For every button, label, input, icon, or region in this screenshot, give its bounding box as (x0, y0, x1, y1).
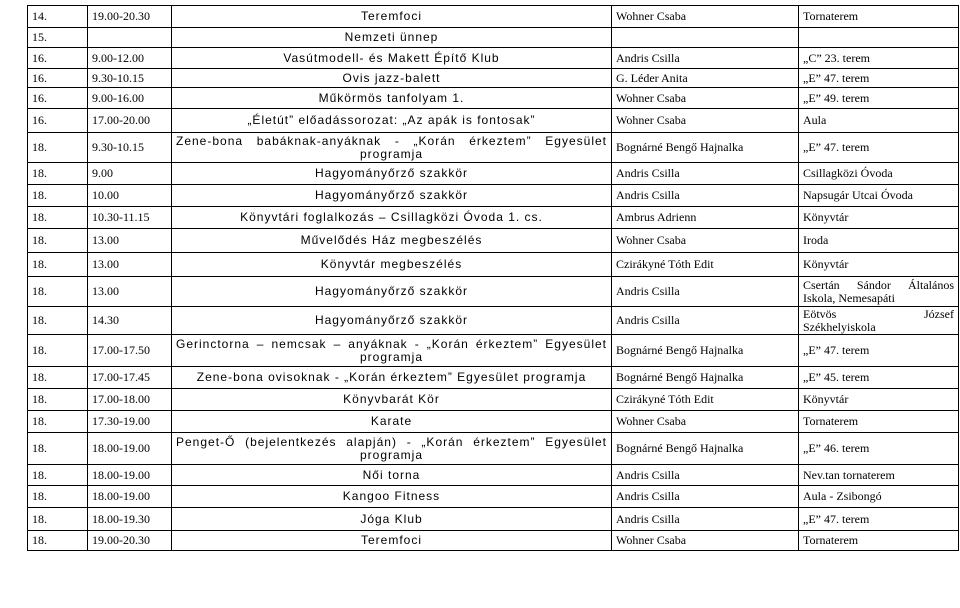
table-row (28, 465, 959, 486)
table-row (28, 389, 959, 411)
cell-day: 18. (28, 307, 88, 335)
cell-time: 13.00 (88, 277, 172, 307)
program-title: „Életút” előadássorozat: „Az apák is fontosak” (247, 113, 536, 127)
location-line: „E” 47. terem (803, 343, 870, 357)
cell-organizer: Bognárné Bengő Hajnalka (612, 335, 799, 367)
location-line: Könyvtár (803, 210, 849, 224)
cell-day: 18. (28, 411, 88, 433)
location-line: Tornaterem (803, 414, 859, 428)
cell-organizer: Andris Csilla (612, 486, 799, 508)
cell-organizer: Andris Csilla (612, 48, 799, 69)
location-line-continued: Iskola, Nemesapáti (803, 290, 895, 305)
cell-organizer: Czirákyné Tóth Edit (612, 389, 799, 411)
cell-organizer: Bognárné Bengő Hajnalka (612, 433, 799, 465)
cell-program (172, 465, 612, 486)
cell-time: 9.00-16.00 (88, 88, 172, 109)
cell-program (172, 433, 612, 465)
cell-organizer: Wohner Csaba (612, 6, 799, 28)
cell-day: 18. (28, 133, 88, 163)
cell-day: 16. (28, 109, 88, 133)
table-row (28, 6, 959, 28)
cell-location (799, 465, 959, 486)
cell-location (799, 307, 959, 335)
cell-location (799, 207, 959, 229)
location-line: „E” 45. terem (803, 370, 870, 384)
program-title: Könyvtár megbeszélés (320, 257, 463, 271)
program-title: Női torna (362, 467, 421, 482)
location-line: Csillagközi Óvoda (803, 166, 893, 180)
cell-time: 9.30-10.15 (88, 69, 172, 88)
program-title: Gerinctorna – nemcsak – anyáknak - „Korán érkeztem” Egyesület (176, 336, 607, 351)
location-line: Csertán Sándor Általános (803, 277, 954, 292)
program-title: Kangoo Fitness (342, 489, 441, 503)
table-row (28, 185, 959, 207)
program-title: Karate (370, 414, 413, 428)
cell-program (172, 88, 612, 109)
cell-time: 13.00 (88, 229, 172, 253)
schedule-table (27, 5, 959, 551)
cell-organizer: Wohner Csaba (612, 531, 799, 551)
cell-time: 17.00-18.00 (88, 389, 172, 411)
cell-time: 19.00-20.30 (88, 531, 172, 551)
cell-location (799, 277, 959, 307)
cell-time: 18.00-19.00 (88, 486, 172, 508)
program-title: Nemzeti ünnep (344, 30, 439, 44)
program-title-continued: programja (359, 447, 424, 462)
schedule-rows (28, 6, 959, 551)
program-title: Teremfoci (360, 9, 422, 23)
cell-time: 18.00-19.30 (88, 508, 172, 531)
cell-program (172, 185, 612, 207)
location-line: „E” 47. terem (803, 511, 870, 526)
table-row (28, 28, 959, 48)
location-line-continued: Székhelyiskola (803, 319, 876, 334)
location-line: Aula (803, 113, 827, 127)
cell-location (799, 486, 959, 508)
cell-location (799, 411, 959, 433)
cell-day: 18. (28, 531, 88, 551)
location-line: Tornaterem (803, 9, 859, 23)
location-line: „E” 46. terem (803, 441, 870, 455)
table-row (28, 88, 959, 109)
location-line: Tornaterem (803, 533, 859, 547)
cell-program (172, 277, 612, 307)
cell-time: 17.00-20.00 (88, 109, 172, 133)
program-title: Műkörmös tanfolyam 1. (318, 90, 465, 105)
location-line: Iroda (803, 233, 829, 247)
cell-location (799, 185, 959, 207)
table-row (28, 531, 959, 551)
cell-program (172, 253, 612, 277)
cell-program (172, 133, 612, 163)
program-title: Hagyományőrző szakkör (314, 166, 469, 180)
location-line: Könyvtár (803, 257, 849, 271)
cell-time: 9.00 (88, 163, 172, 185)
location-line: Könyvtár (803, 392, 849, 406)
program-title: Hagyományőrző szakkör (314, 188, 469, 202)
program-title: Zene-bona babáknak-anyáknak - „Korán érkeztem” Egyesület (176, 133, 607, 148)
cell-program (172, 109, 612, 133)
program-title-continued: programja (359, 146, 424, 161)
cell-location (799, 48, 959, 69)
cell-program (172, 335, 612, 367)
cell-day: 18. (28, 277, 88, 307)
cell-program (172, 6, 612, 28)
cell-location (799, 253, 959, 277)
cell-day: 18. (28, 163, 88, 185)
cell-program (172, 389, 612, 411)
program-title: Zene-bona ovisoknak - „Korán érkeztem” Egyesület programja (196, 370, 587, 384)
cell-organizer: Bognárné Bengő Hajnalka (612, 133, 799, 163)
program-title: Penget-Ő (bejelentkezés alapján) - „Korán érkeztem” Egyesület (176, 434, 607, 449)
table-row (28, 229, 959, 253)
cell-organizer: Andris Csilla (612, 307, 799, 335)
location-line: „C” 23. terem (803, 50, 870, 65)
cell-location (799, 229, 959, 253)
cell-organizer: Wohner Csaba (612, 88, 799, 109)
program-title: Könyvtári foglalkozás – Csillagközi Óvoda 1. cs. (240, 210, 543, 224)
cell-program (172, 69, 612, 88)
cell-day: 18. (28, 433, 88, 465)
cell-program (172, 207, 612, 229)
table-row (28, 69, 959, 88)
program-title: Művelődés Ház megbeszélés (300, 233, 483, 247)
table-row (28, 163, 959, 185)
cell-time: 17.00-17.45 (88, 367, 172, 389)
cell-day: 16. (28, 48, 88, 69)
cell-day: 18. (28, 367, 88, 389)
cell-location (799, 367, 959, 389)
location-line: Nev.tan tornaterem (803, 467, 895, 482)
table-row (28, 508, 959, 531)
cell-program (172, 163, 612, 185)
program-title: Vasútmodell- és Makett Építő Klub (283, 50, 500, 65)
cell-organizer: Wohner Csaba (612, 229, 799, 253)
cell-organizer: Andris Csilla (612, 465, 799, 486)
cell-location (799, 163, 959, 185)
cell-time: 14.30 (88, 307, 172, 335)
cell-location (799, 88, 959, 109)
cell-time: 17.30-19.00 (88, 411, 172, 433)
cell-location (799, 389, 959, 411)
cell-location (799, 335, 959, 367)
cell-day: 18. (28, 185, 88, 207)
cell-location (799, 6, 959, 28)
cell-time: 18.00-19.00 (88, 433, 172, 465)
table-row (28, 335, 959, 367)
cell-day: 18. (28, 389, 88, 411)
cell-organizer: Andris Csilla (612, 508, 799, 531)
cell-location (799, 69, 959, 88)
cell-day: 18. (28, 207, 88, 229)
cell-program (172, 229, 612, 253)
cell-organizer: Wohner Csaba (612, 109, 799, 133)
cell-organizer: Andris Csilla (612, 185, 799, 207)
cell-time (88, 28, 172, 48)
table-row (28, 307, 959, 335)
program-title: Hagyományőrző szakkör (314, 284, 469, 298)
cell-time: 17.00-17.50 (88, 335, 172, 367)
cell-day: 18. (28, 229, 88, 253)
cell-program (172, 486, 612, 508)
location-line: „E” 47. terem (803, 70, 870, 85)
cell-day: 18. (28, 335, 88, 367)
program-title: Hagyományőrző szakkör (314, 313, 469, 327)
program-title: Jóga Klub (360, 511, 423, 526)
cell-organizer: Andris Csilla (612, 163, 799, 185)
cell-program (172, 307, 612, 335)
cell-day: 18. (28, 486, 88, 508)
program-title: Teremfoci (360, 533, 422, 547)
cell-location (799, 109, 959, 133)
cell-program (172, 367, 612, 389)
cell-time: 9.00-12.00 (88, 48, 172, 69)
table-row (28, 133, 959, 163)
cell-location (799, 531, 959, 551)
cell-location (799, 508, 959, 531)
program-title: Könyvbarát Kör (343, 392, 440, 406)
program-title: Ovis jazz-balett (342, 70, 441, 85)
program-title-continued: programja (359, 349, 424, 364)
cell-day: 14. (28, 6, 88, 28)
cell-time: 18.00-19.00 (88, 465, 172, 486)
cell-organizer: Andris Csilla (612, 277, 799, 307)
cell-time: 19.00-20.30 (88, 6, 172, 28)
table-row (28, 48, 959, 69)
table-row (28, 207, 959, 229)
cell-organizer (612, 28, 799, 48)
cell-organizer: Ambrus Adrienn (612, 207, 799, 229)
cell-time: 9.30-10.15 (88, 133, 172, 163)
location-line: „E” 47. terem (803, 140, 870, 154)
cell-location (799, 133, 959, 163)
cell-organizer: Bognárné Bengő Hajnalka (612, 367, 799, 389)
cell-location (799, 28, 959, 48)
location-line: „E” 49. terem (803, 90, 870, 105)
table-row (28, 367, 959, 389)
cell-day: 18. (28, 508, 88, 531)
cell-day: 18. (28, 253, 88, 277)
cell-time: 13.00 (88, 253, 172, 277)
location-line: Napsugár Utcai Óvoda (803, 188, 913, 202)
cell-organizer: Wohner Csaba (612, 411, 799, 433)
cell-day: 15. (28, 28, 88, 48)
cell-day: 18. (28, 465, 88, 486)
table-row (28, 433, 959, 465)
table-row (28, 109, 959, 133)
cell-time: 10.30-11.15 (88, 207, 172, 229)
cell-program (172, 48, 612, 69)
cell-program (172, 531, 612, 551)
table-row (28, 486, 959, 508)
location-line: Aula - Zsibongó (803, 489, 882, 503)
cell-program (172, 508, 612, 531)
cell-location (799, 433, 959, 465)
cell-time: 10.00 (88, 185, 172, 207)
table-row (28, 253, 959, 277)
cell-program (172, 411, 612, 433)
cell-organizer: Czirákyné Tóth Edit (612, 253, 799, 277)
cell-day: 16. (28, 69, 88, 88)
location-line: Eötvös József (803, 306, 954, 321)
table-row (28, 277, 959, 307)
cell-day: 16. (28, 88, 88, 109)
table-row (28, 411, 959, 433)
cell-organizer: G. Léder Anita (612, 69, 799, 88)
cell-program (172, 28, 612, 48)
